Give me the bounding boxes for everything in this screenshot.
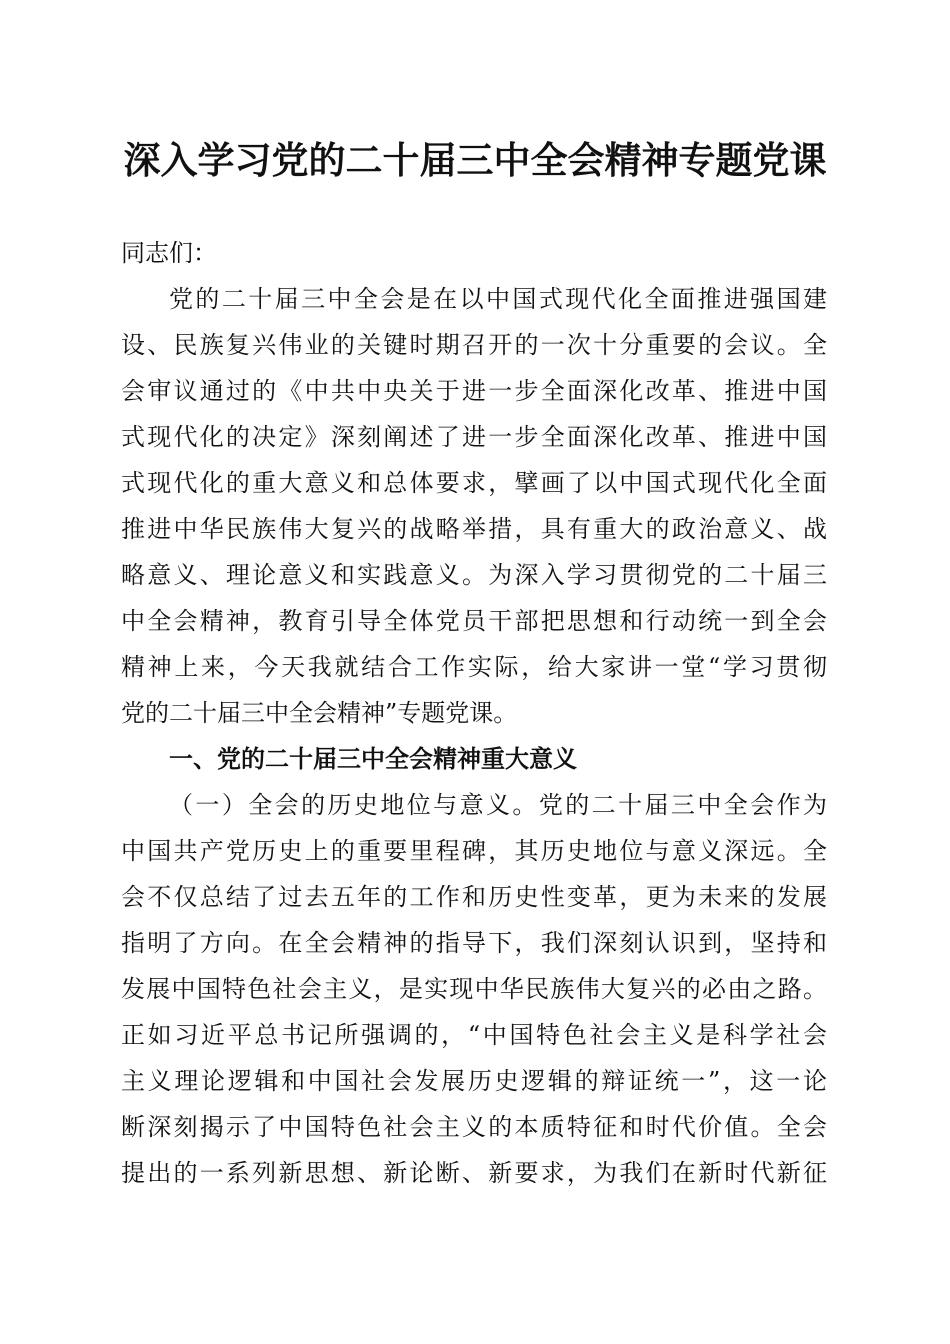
section1-line: （一）全会的历史地位与意义。党的二十届三中全会作为 [169, 791, 827, 819]
intro-line: 中全会精神，教育引导全体党员干部把思想和行动统一到全会 [121, 607, 827, 635]
intro-line: 党的二十届三中全会是在以中国式现代化全面推进强国建 [169, 285, 827, 313]
section1-line: 主义理论逻辑和中国社会发展历史逻辑的辩证统一”，这一论 [121, 1067, 827, 1095]
intro-line: 会审议通过的《中共中央关于进一步全面深化改革、推进中国 [121, 377, 827, 405]
intro-line: 推进中华民族伟大复兴的战略举措，具有重大的政治意义、战 [121, 515, 827, 543]
section1-line: 提出的一系列新思想、新论断、新要求，为我们在新时代新征 [121, 1159, 827, 1187]
section1-line: 指明了方向。在全会精神的指导下，我们深刻认识到，坚持和 [121, 929, 827, 957]
section-heading: 一、党的二十届三中全会精神重大意义 [169, 745, 577, 773]
intro-line: 精神上来，今天我就结合工作实际，给大家讲一堂“学习贯彻 [121, 653, 827, 681]
section1-line: 中国共产党历史上的重要里程碑，其历史地位与意义深远。全 [121, 837, 827, 865]
section1-line: 断深刻揭示了中国特色社会主义的本质特征和时代价值。全会 [121, 1113, 827, 1141]
intro-line: 式现代化的决定》深刻阐述了进一步全面深化改革、推进中国 [121, 423, 827, 451]
section1-paragraph [121, 782, 827, 1196]
intro-line: 设、民族复兴伟业的关键时期召开的一次十分重要的会议。全 [121, 331, 827, 359]
intro-paragraph [121, 276, 827, 736]
section1-line: 发展中国特色社会主义，是实现中华民族伟大复兴的必由之路。 [121, 975, 827, 1003]
intro-line: 略意义、理论意义和实践意义。为深入学习贯彻党的二十届三 [121, 561, 827, 589]
document-body [121, 230, 827, 1196]
document-title: 深入学习党的二十届三中全会精神专题党课 [123, 138, 827, 182]
section1-line: 正如习近平总书记所强调的，“中国特色社会主义是科学社会 [121, 1021, 827, 1049]
section1-line: 会不仅总结了过去五年的工作和历史性变革，更为未来的发展 [121, 883, 827, 911]
greeting: 同志们： [121, 239, 217, 267]
intro-line: 党的二十届三中全会精神”专题党课。 [121, 699, 518, 727]
intro-line: 式现代化的重大意义和总体要求，擘画了以中国式现代化全面 [121, 469, 827, 497]
